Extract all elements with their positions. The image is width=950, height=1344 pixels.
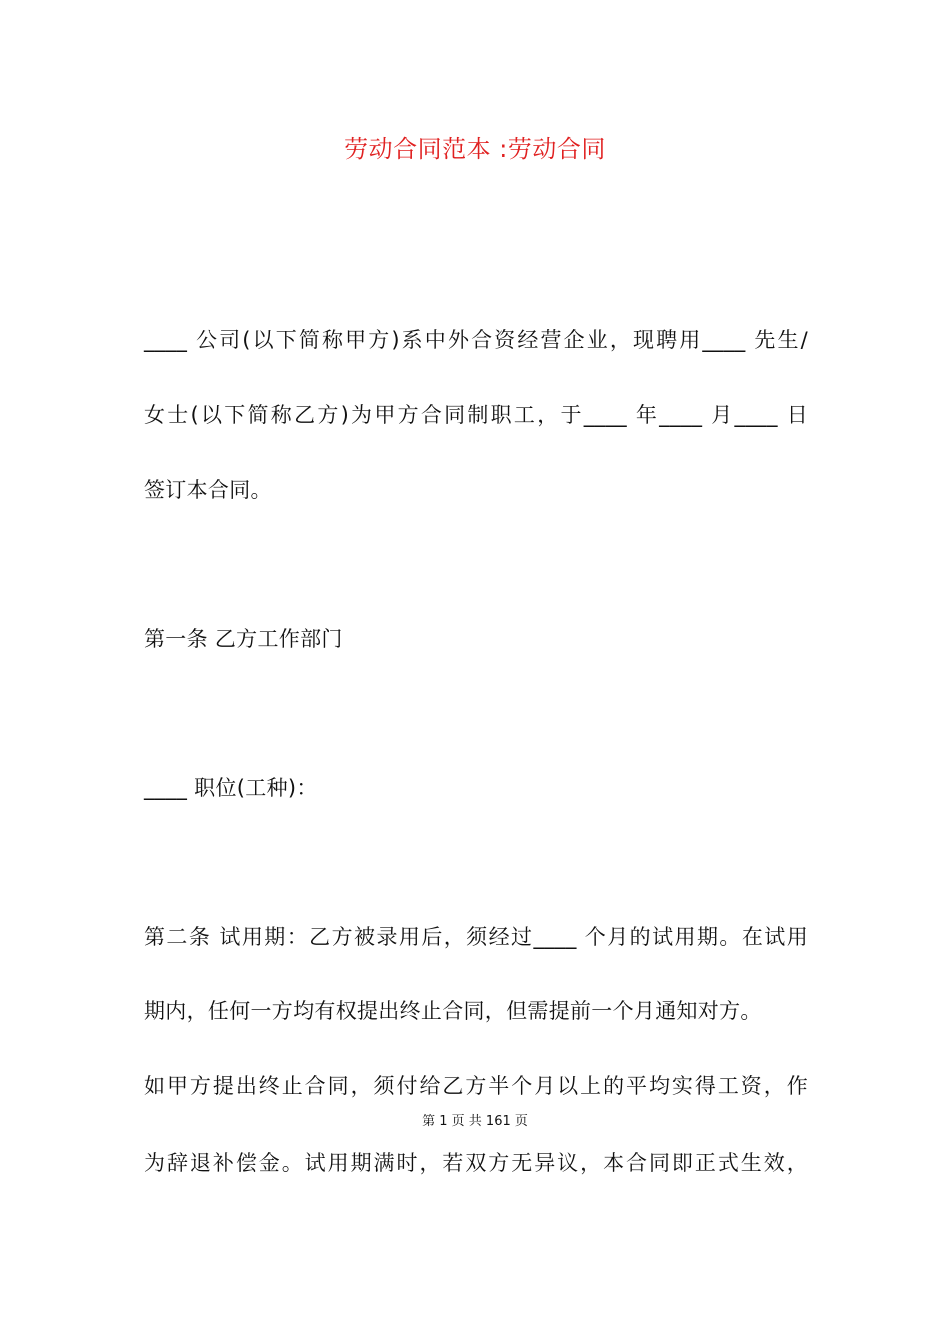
page-footer: 第 1 页 共 161 页 [422, 1114, 528, 1129]
paragraph-line-2: 女士(以下简称乙方)为甲方合同制职工，于____ 年____ 月____ 日 [144, 403, 808, 427]
article-2-line-2: 期内，任何一方均有权提出终止合同，但需提前一个月通知对方。 [144, 999, 762, 1023]
article-2-line-3: 如甲方提出终止合同，须付给乙方半个月以上的平均实得工资，作 [144, 1074, 808, 1098]
article-1-heading: 第一条 乙方工作部门 [144, 627, 343, 651]
position-line: ____ 职位(工种)： [144, 776, 318, 800]
paragraph-line-1: ____ 公司(以下简称甲方)系中外合资经营企业，现聘用____ 先生/ [144, 328, 808, 352]
document-title: 劳动合同范本 :劳动合同 [344, 135, 606, 163]
article-2-line-1: 第二条 试用期：乙方被录用后，须经过____ 个月的试用期。在试用 [144, 925, 808, 949]
paragraph-line-3: 签订本合同。 [144, 478, 272, 502]
article-2-line-4: 为辞退补偿金。试用期满时，若双方无异议，本合同即正式生效， [144, 1151, 808, 1175]
